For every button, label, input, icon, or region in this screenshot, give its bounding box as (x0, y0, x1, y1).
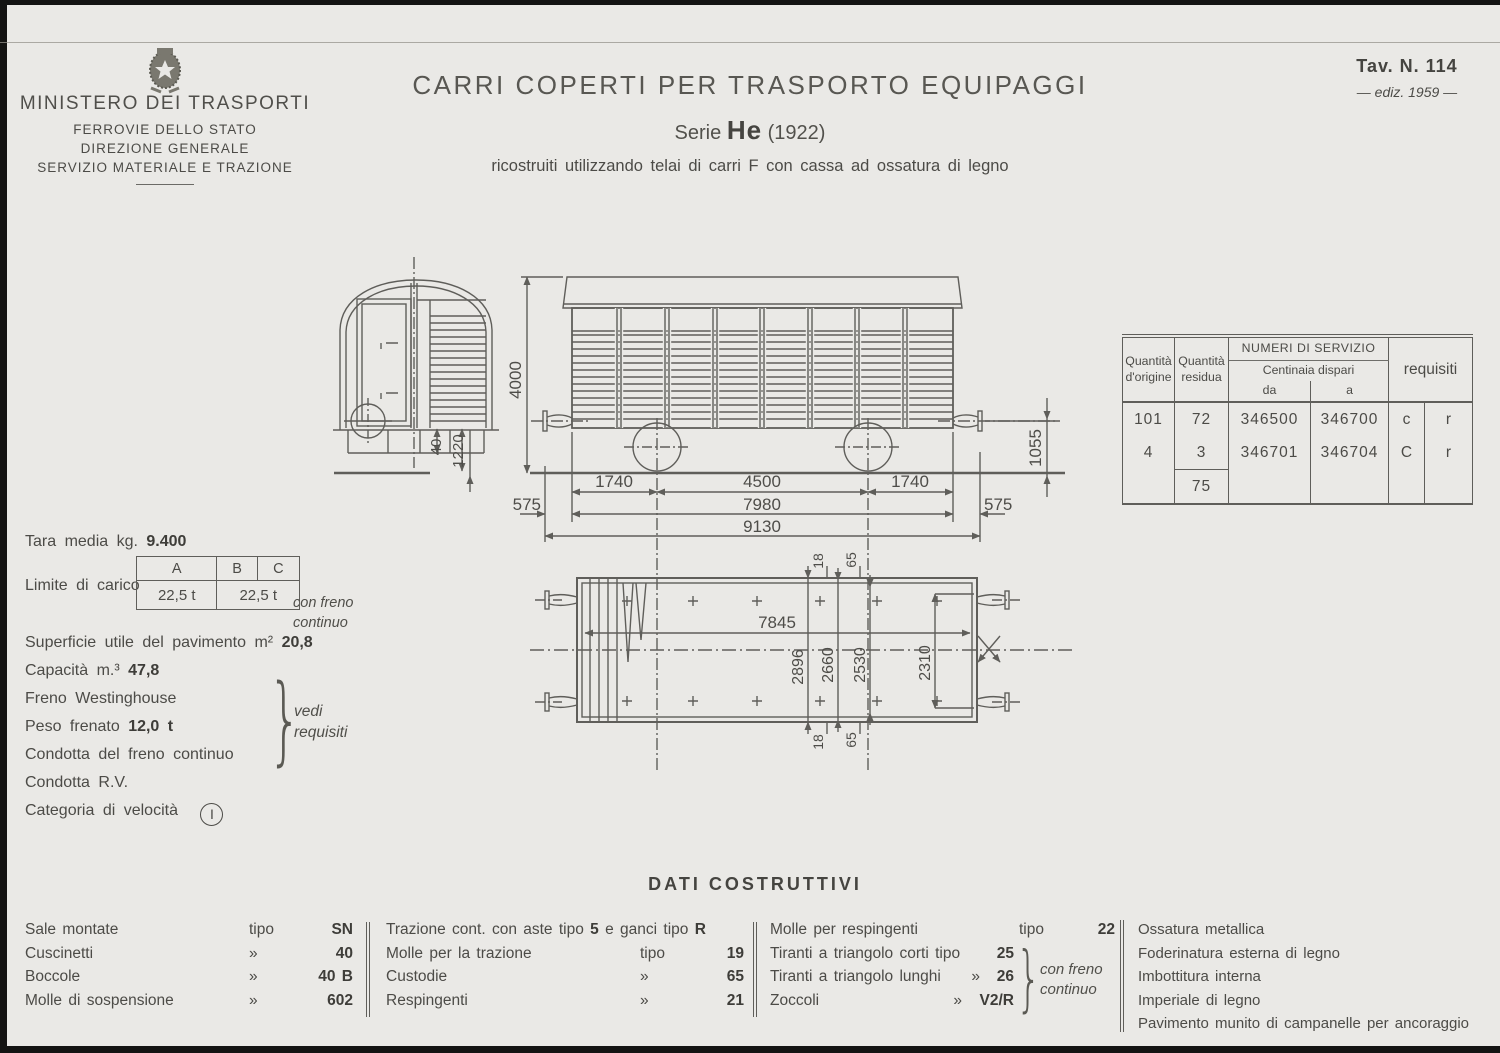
dim-18-bottom: 18 (810, 734, 826, 750)
col-header-a: a (1311, 381, 1389, 402)
peso-value: 12,0 t (128, 718, 174, 735)
superficie-value: 20,8 (281, 634, 313, 651)
limite-note: con freno continuo (293, 595, 354, 631)
dati-label: Tiranti a triangolo corti tipo (770, 944, 961, 962)
cell-empty (1311, 470, 1389, 505)
dati-row (386, 968, 744, 992)
dati-value: 40 B (318, 968, 353, 985)
dati-label: Zoccoli (770, 991, 820, 1009)
dati-row (770, 921, 1115, 945)
dati-value: 21 (726, 991, 744, 1009)
tara-label: Tara media kg. (25, 533, 138, 550)
dim-7980: 7980 (743, 495, 781, 514)
condotta-rv-line: Condotta R.V. (25, 774, 129, 791)
dati-brace: } (1016, 936, 1042, 1020)
dim-2530: 2530 (852, 647, 869, 683)
dati-row (386, 921, 744, 945)
dati-value: R (694, 921, 706, 938)
col-header-origine: Quantità d'origine (1123, 336, 1175, 402)
dati-value: 602 (327, 991, 353, 1009)
capacita-value: 47,8 (128, 662, 160, 679)
dati-row (770, 992, 1014, 1016)
dati-value: 65 (726, 968, 744, 985)
cell-empty (1229, 470, 1311, 505)
dati-row (386, 945, 744, 969)
cell-req-r: r (1445, 443, 1452, 461)
categoria-value-circled: I (200, 803, 223, 826)
dati-line: Foderinatura esterna di legno (1138, 944, 1340, 962)
letterhead-rule (136, 184, 194, 185)
vedi-requisiti-note: vedi requisiti (294, 703, 348, 741)
dim-1740-left: 1740 (595, 472, 633, 491)
dati-value: 40 (335, 944, 353, 962)
dim-575-left: 575 (512, 495, 541, 514)
dati-value: V2/R (979, 991, 1014, 1009)
dati-line: Imbottitura interna (1138, 968, 1261, 985)
dati-tipo: » (640, 968, 649, 985)
dati-tipo: tipo (640, 944, 665, 962)
tara-line (25, 533, 186, 551)
dati-label: Molle per respingenti (770, 921, 918, 938)
dati-line: Ossatura metallica (1138, 921, 1265, 938)
dati-value: SN (331, 921, 353, 938)
edition: — ediz. 1959 — (1356, 84, 1458, 100)
dim-65-top: 65 (843, 552, 859, 568)
dati-col4 (1138, 921, 1490, 1039)
dim-2896: 2896 (790, 649, 807, 685)
dati-label: Sale montate (25, 921, 119, 938)
peso-line (25, 718, 173, 736)
dim-1740-right: 1740 (891, 472, 929, 491)
dati-row (25, 921, 353, 945)
cell-empty (1425, 470, 1473, 505)
dati-label: Molle di sospensione (25, 991, 174, 1009)
freno-line: Freno Westinghouse (25, 690, 177, 707)
dati-tipo: » (249, 991, 258, 1009)
service-numbers-table (1122, 334, 1473, 505)
dim-1055: 1055 (1026, 429, 1045, 467)
cell-total-residua: 75 (1175, 470, 1229, 505)
cell-residua: 72 (1175, 402, 1229, 436)
org-line: SERVIZIO MATERIALE E TRAZIONE (37, 160, 293, 175)
col-header-requisiti: requisiti (1389, 336, 1473, 402)
col-header-residua: Quantità residua (1175, 336, 1229, 402)
dim-1220: 1220 (450, 434, 467, 468)
top-edge-bar (0, 0, 1500, 5)
total-row (1123, 470, 1473, 505)
dim-9130: 9130 (743, 517, 781, 536)
cell-origine: 101 (1123, 402, 1175, 436)
dati-row (25, 968, 353, 992)
dim-40: 40 (428, 438, 445, 456)
series-line (400, 115, 1100, 146)
plate-number: Tav. N. 114 (1356, 56, 1458, 76)
dati-value: 25 (996, 944, 1014, 962)
state-emblem-icon (141, 42, 189, 96)
scan-rule (0, 42, 1500, 43)
ministry-name: MINISTERO DEI TRASPORTI (19, 93, 311, 114)
dim-18-top: 18 (810, 553, 826, 569)
dim-2310: 2310 (917, 645, 934, 681)
dati-tipo: tipo (1019, 921, 1044, 938)
dati-tipo: » (249, 968, 258, 985)
table-row (1123, 436, 1473, 470)
dim-4500: 4500 (743, 472, 781, 491)
dati-divider-2 (753, 922, 757, 1017)
dati-tipo: tipo (249, 921, 274, 938)
cell-a: 346704 (1311, 436, 1389, 470)
cell-da: 346500 (1229, 402, 1311, 436)
bottom-edge-bar (0, 1046, 1500, 1053)
dim-575-right: 575 (984, 495, 1013, 514)
dati-tipo: » (953, 991, 962, 1009)
limite-table (136, 556, 300, 610)
letterhead (15, 93, 315, 185)
limite-label: Limite di carico (25, 577, 140, 594)
dati-value: 19 (726, 944, 744, 962)
limite-col-a: A (137, 557, 217, 581)
capacita-line (25, 662, 159, 680)
dati-row (386, 992, 744, 1016)
dati-tipo: » (249, 944, 258, 962)
cell-residua: 3 (1175, 436, 1229, 470)
page-title: CARRI COPERTI PER TRASPORTO EQUIPAGGI (412, 70, 1088, 100)
col-header-da: da (1229, 381, 1311, 402)
cell-req-c: C (1389, 436, 1425, 470)
specs-brace: } (268, 664, 302, 776)
dati-label: Custodie (386, 968, 448, 985)
dati-tipo: » (971, 968, 980, 985)
tara-value: 9.400 (146, 533, 187, 550)
cell-empty (1389, 470, 1425, 505)
dati-label: Molle per la trazione (386, 944, 532, 962)
limite-value-a: 22,5 t (137, 581, 217, 610)
limite-col-b: B (217, 557, 257, 581)
peso-label: Peso frenato (25, 718, 120, 735)
series-year: (1922) (767, 122, 826, 144)
dati-costruttivi-title: DATI COSTRUTTIVI (648, 874, 862, 894)
cell-req-r: r (1445, 410, 1452, 428)
series-label: Serie (674, 122, 722, 144)
dim-7845: 7845 (758, 613, 796, 632)
dim-2660: 2660 (820, 647, 837, 683)
col-header-numeri: NUMERI DI SERVIZIO (1229, 336, 1389, 361)
dati-row (770, 945, 1014, 969)
dati-label: Trazione cont. con aste tipo (386, 921, 584, 938)
dati-col1 (25, 921, 353, 1015)
dati-row (25, 945, 353, 969)
dati-freno-note: con freno continuo (1040, 961, 1103, 999)
superficie-label: Superficie utile del pavimento m² (25, 634, 274, 651)
sheet-title (400, 70, 1100, 176)
dim-65-bottom: 65 (843, 732, 859, 748)
col-header-centinaia: Centinaia dispari (1229, 361, 1389, 382)
cell-origine: 4 (1123, 436, 1175, 470)
table-row (1123, 402, 1473, 436)
dati-value: 26 (996, 968, 1014, 985)
dati-row (25, 992, 353, 1016)
dati-tipo: » (640, 991, 649, 1009)
superficie-line (25, 634, 313, 652)
dati-label: e ganci tipo (605, 921, 689, 938)
dati-label: Cuscinetti (25, 944, 94, 962)
capacita-label: Capacità m.³ (25, 662, 120, 679)
dati-divider-1 (366, 922, 370, 1017)
dati-value: 5 (590, 921, 599, 938)
dati-label: Boccole (25, 968, 81, 985)
plate-number-block (1322, 56, 1492, 100)
dati-line: Imperiale di legno (1138, 991, 1261, 1009)
dati-row (770, 968, 1014, 992)
cell-a: 346700 (1311, 402, 1389, 436)
limite-col-c: C (257, 557, 299, 581)
org-line: FERROVIE DELLO STATO (73, 122, 257, 137)
dati-label: Respingenti (386, 991, 468, 1009)
left-edge-bar (0, 0, 7, 1053)
technical-drawing (320, 250, 1100, 780)
categoria-line (25, 802, 223, 826)
limite-value-bc: 22,5 t (217, 581, 300, 610)
dati-divider-3 (1120, 920, 1124, 1032)
categoria-label: Categoria di velocità (25, 802, 178, 819)
dati-col2 (386, 921, 744, 1015)
cell-da: 346701 (1229, 436, 1311, 470)
condotta-freno-line: Condotta del freno continuo (25, 746, 234, 763)
cell-empty (1123, 470, 1175, 505)
dati-value: 22 (1097, 921, 1115, 938)
subtitle: ricostruiti utilizzando telai di carri F con cassa ad ossatura di legno (491, 157, 1009, 175)
dim-4000: 4000 (506, 361, 525, 399)
end-view (333, 257, 499, 492)
cell-req-c: c (1389, 402, 1425, 436)
org-line: DIREZIONE GENERALE (80, 141, 250, 156)
dati-line: Pavimento munito di campanelle per ancoraggio (1138, 1015, 1470, 1032)
dati-label: Tiranti a triangolo lunghi (770, 968, 941, 985)
series-value: He (726, 115, 763, 145)
